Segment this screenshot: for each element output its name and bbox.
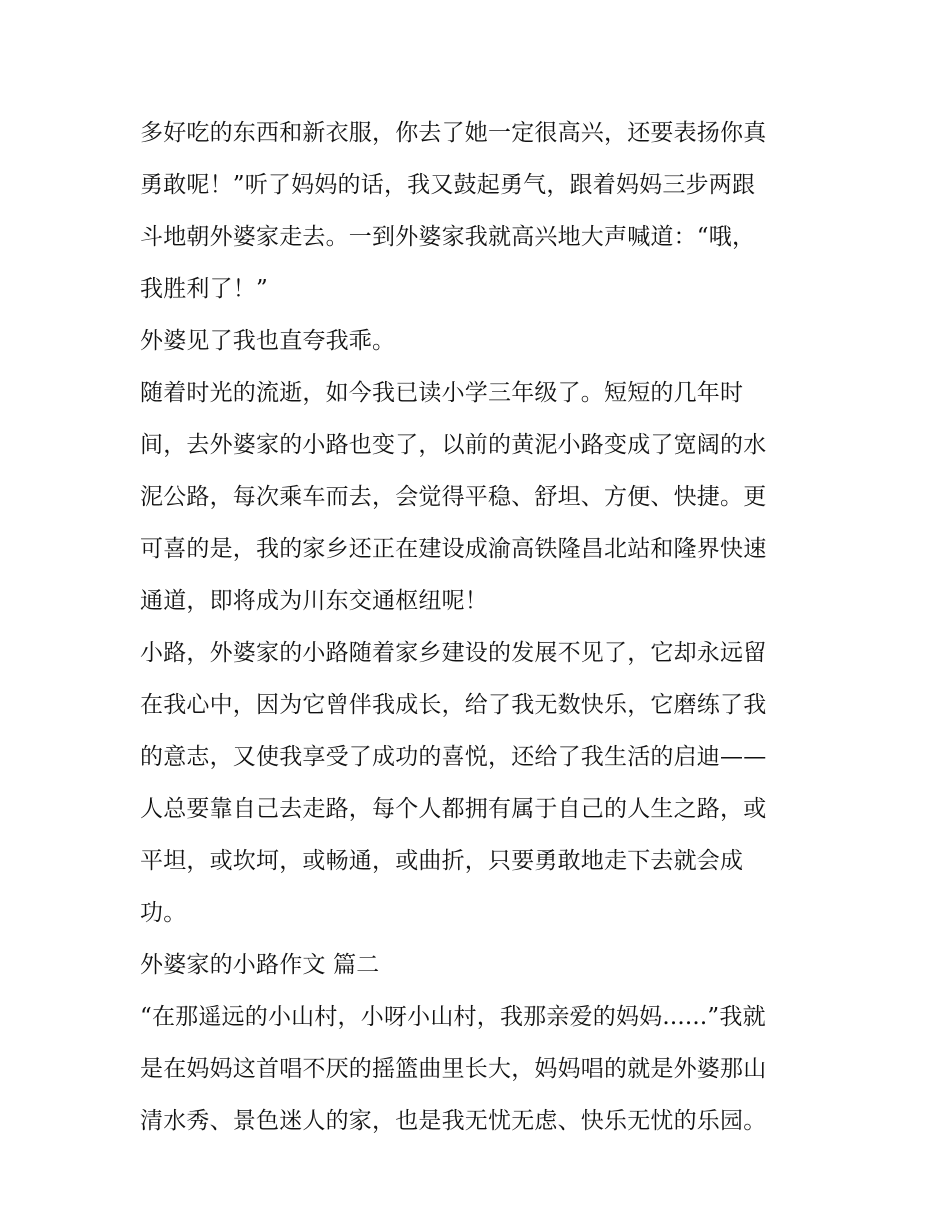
text-line: 可喜的是，我的家乡还正在建设成渝高铁隆昌北站和隆界快速 bbox=[140, 536, 767, 562]
text-line: 斗地朝外婆家走去。一到外婆家我就高兴地大声喊道：“哦， bbox=[140, 224, 756, 250]
text-line: 我胜利了！” bbox=[140, 276, 268, 302]
text-line: 泥公路，每次乘车而去，会觉得平稳、舒坦、方便、快捷。更 bbox=[140, 484, 767, 510]
text-line: 是在妈妈这首唱不厌的摇篮曲里长大，妈妈唱的就是外婆那山 bbox=[140, 1056, 767, 1082]
text-line: “在那遥远的小山村，小呀小山村，我那亲爱的妈妈......”我就 bbox=[140, 1004, 766, 1030]
text-line: 功。 bbox=[140, 900, 187, 926]
text-line: 勇敢呢！”听了妈妈的话，我又鼓起勇气，跟着妈妈三步两跟 bbox=[140, 172, 756, 198]
text-line: 外婆见了我也直夸我乖。 bbox=[140, 328, 396, 354]
text-line: 通道，即将成为川东交通枢纽呢！ bbox=[140, 588, 488, 614]
text-line: 小路，外婆家的小路随着家乡建设的发展不见了，它却永远留 bbox=[140, 640, 767, 666]
text-line: 在我心中，因为它曾伴我成长，给了我无数快乐，它磨练了我 bbox=[140, 692, 767, 718]
section-heading: 外婆家的小路作文 篇二 bbox=[140, 952, 380, 978]
document-body bbox=[140, 107, 815, 1147]
text-line: 随着时光的流逝，如今我已读小学三年级了。短短的几年时 bbox=[140, 380, 744, 406]
text-line: 多好吃的东西和新衣服，你去了她一定很高兴，还要表扬你真 bbox=[140, 120, 767, 146]
text-line: 间，去外婆家的小路也变了，以前的黄泥小路变成了宽阔的水 bbox=[140, 432, 767, 458]
text-line: 人总要靠自己去走路，每个人都拥有属于自己的人生之路，或 bbox=[140, 796, 767, 822]
text-line: 的意志，又使我享受了成功的喜悦，还给了我生活的启迪—— bbox=[140, 744, 767, 770]
text-line: 清水秀、景色迷人的家，也是我无忧无虑、快乐无忧的乐园。 bbox=[140, 1108, 767, 1134]
text-line: 平坦，或坎坷，或畅通，或曲折，只要勇敢地走下去就会成 bbox=[140, 848, 744, 874]
